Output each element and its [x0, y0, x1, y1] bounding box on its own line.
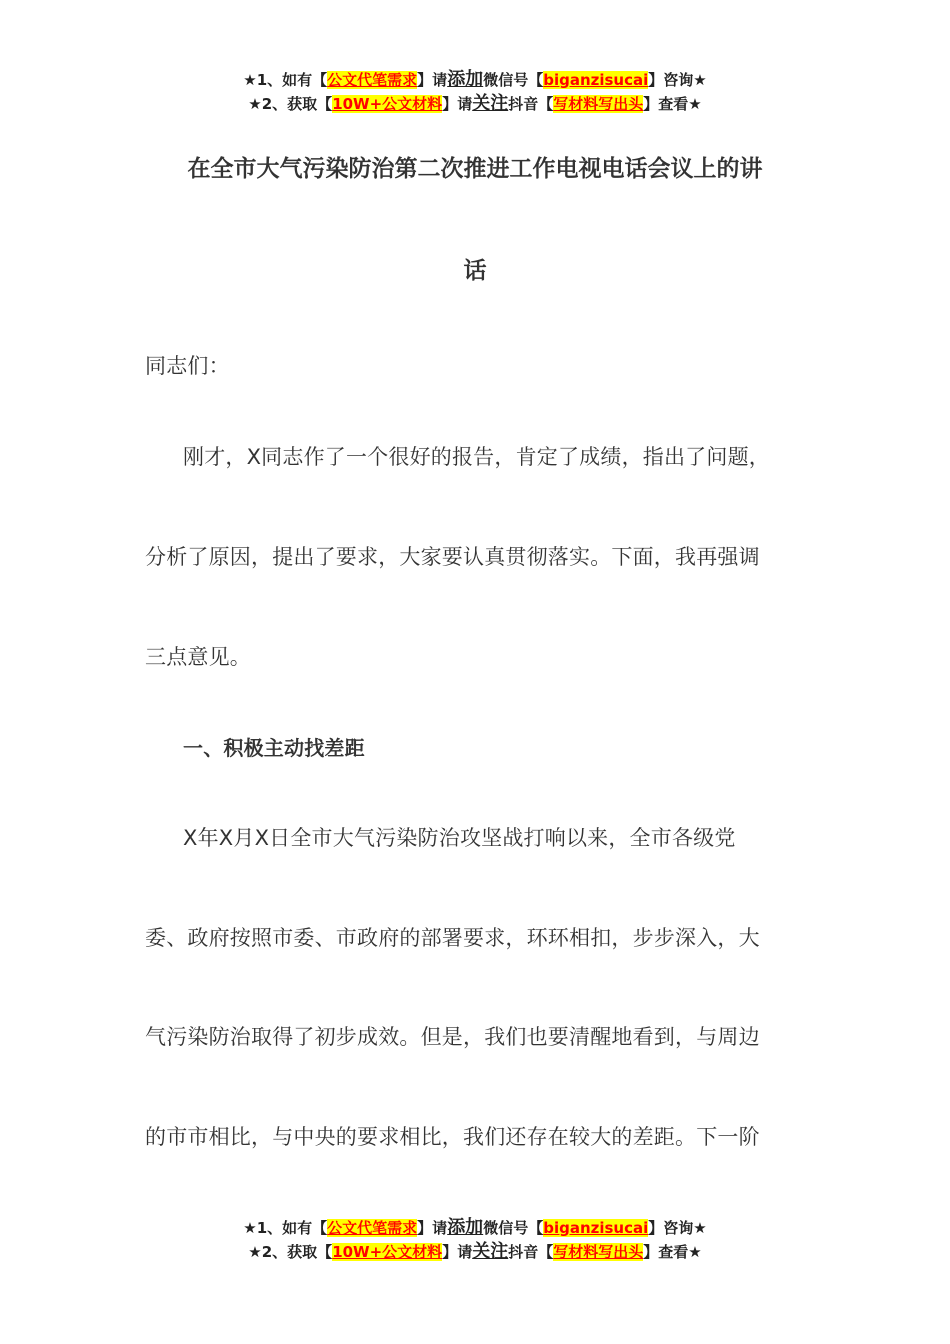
banner-highlight: 公文代笔需求	[327, 71, 418, 89]
banner-text: ★1、如有【	[243, 71, 328, 89]
banner-text: 】请	[442, 1243, 473, 1261]
banner-text: 】咨询★	[648, 71, 707, 89]
paragraph-line: 刚才，X同志作了一个很好的报告，肯定了成绩，指出了问题，	[183, 445, 770, 469]
salutation: 同志们：	[145, 354, 230, 378]
paragraph-line: X年X月X日全市大气污染防治攻坚战打响以来，全市各级党	[183, 826, 736, 850]
banner-text: 微信号【	[483, 71, 544, 89]
banner-text: 】请	[442, 95, 473, 113]
banner-text: ★2、获取【	[248, 95, 333, 113]
banner-line-2	[0, 1240, 950, 1264]
paragraph-line: 分析了原因，提出了要求，大家要认真贯彻落实。下面，我再强调	[145, 545, 760, 569]
paragraph-line: 三点意见。	[145, 645, 251, 669]
banner-emphasis: 添加	[447, 1217, 484, 1238]
paragraph-line: 的市市相比，与中央的要求相比，我们还存在较大的差距。下一阶	[145, 1125, 760, 1149]
paragraph-line: 气污染防治取得了初步成效。但是，我们也要清醒地看到，与周边	[145, 1025, 760, 1049]
banner-emphasis: 关注	[472, 93, 509, 114]
banner-line-1	[0, 68, 950, 92]
section-heading: 一、积极主动找差距	[183, 736, 365, 760]
banner-text: 】查看★	[643, 95, 702, 113]
banner-highlight: 公文代笔需求	[327, 1219, 418, 1237]
banner-highlight: 10W+公文材料	[332, 1243, 443, 1261]
banner-text: 抖音【	[508, 95, 554, 113]
footer-banner	[0, 1216, 950, 1264]
header-banner	[0, 68, 950, 116]
banner-text: 抖音【	[508, 1243, 554, 1261]
banner-text: ★1、如有【	[243, 1219, 328, 1237]
paragraph-line: 委、政府按照市委、市政府的部署要求，环环相扣，步步深入，大	[145, 926, 760, 950]
banner-line-2	[0, 92, 950, 116]
banner-text: 】请	[417, 71, 448, 89]
banner-text: 】咨询★	[648, 1219, 707, 1237]
document-title-line-1: 在全市大气污染防治第二次推进工作电视电话会议上的讲	[187, 156, 763, 182]
banner-highlight: 写材料写出头	[553, 1243, 644, 1261]
banner-text: ★2、获取【	[248, 1243, 333, 1261]
banner-line-1	[0, 1216, 950, 1240]
banner-highlight: biganzisucai	[543, 71, 649, 89]
banner-text: 】请	[417, 1219, 448, 1237]
banner-highlight: biganzisucai	[543, 1219, 649, 1237]
banner-highlight: 写材料写出头	[553, 95, 644, 113]
banner-emphasis: 添加	[447, 69, 484, 90]
banner-text: 微信号【	[483, 1219, 544, 1237]
document-title-line-2: 话	[463, 258, 487, 284]
banner-highlight: 10W+公文材料	[332, 95, 443, 113]
banner-text: 】查看★	[643, 1243, 702, 1261]
banner-emphasis: 关注	[472, 1241, 509, 1262]
